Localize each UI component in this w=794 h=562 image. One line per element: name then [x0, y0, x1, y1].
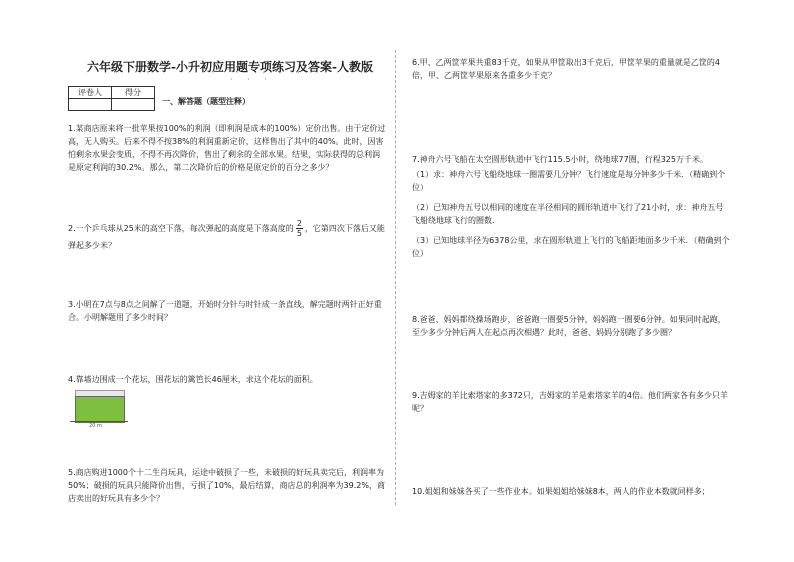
- question-5: 5.商店购进1000个十二生肖玩具，运途中破损了一些，未破损的好玩具卖完后，利润率为50%；破损的玩具只能降价出售，亏损了10%，最后结算，商店总的利润率为39.2%，商店卖出的好玩具有多少个？: [68, 468, 385, 503]
- question-9: 9.吉姆家的羊比索塔家的多372只，吉姆家的羊是索塔家羊的4倍。他们两家各有多少只羊呢？: [412, 391, 728, 413]
- score-header-score: 得分: [112, 87, 155, 99]
- flower-bed-figure: [75, 396, 125, 423]
- question-1: 1.某商店原来将一批苹果按100%的利润（即利润是成本的100%）定价出售。由于定价过高，无人购买。后来不得不按38%的利润重新定价，这样售出了其中的40%。此时，因害怕剩余水果会变质，不得不再次降价，售出了剩余的全部水果。结果，实际获得的总利润是原定利润的30.2%。那么，第二次降价后的价格是原定价的百分之多少？: [68, 124, 386, 172]
- question-3: 3.小明在7点与8点之间解了一道题，开始时分针与时针成一条直线，解完题时两针正好重合。小明解题用了多少时间？: [68, 300, 382, 322]
- score-cell-grader: [69, 99, 112, 111]
- question-10: 10.姐姐和妹妹各买了一些作业本。如果姐姐给妹妹8本，两人的作业本数就同样多；: [412, 487, 710, 496]
- score-cell-score: [112, 99, 155, 111]
- question-8: 8.爸爸、妈妈都绕操场跑步，爸爸跑一圈要5分钟，妈妈跑一圈要6分钟。如果同时起跑，至少多少分钟后两人在起点再次相遇？此时，爸爸、妈妈分别跑了多少圈？: [412, 315, 726, 337]
- title-decoration: · · ·: [230, 75, 273, 84]
- question-7-intro: 7.神舟六号飞船在太空圆形轨道中飞行115.5小时，绕地球77圈，行程325万千米。: [412, 155, 708, 164]
- question-2: [68, 219, 386, 253]
- figure-label: 20 m: [89, 423, 102, 429]
- score-table: [68, 86, 155, 111]
- question-7-part-2: （2）已知神舟五号以相同的速度在半径相同的圆形轨道中飞行了21小时，求：神舟五号飞船绕地球飞行的圈数．: [412, 203, 724, 225]
- fraction-denominator: 5: [296, 229, 302, 238]
- figure-baseline: [70, 421, 128, 422]
- fraction-two-fifths: [296, 219, 303, 238]
- page-title: 六年级下册数学-小升初应用题专项练习及答案-人教版: [87, 60, 373, 74]
- question-6: 6.甲、乙两筐苹果共重83千克，如果从甲筐取出3千克后，甲筐苹果的重量就是乙筐的4倍，甲、乙两筐苹果原来各重多少千克？: [412, 58, 720, 80]
- fraction-numerator: 2: [296, 219, 302, 228]
- question-7-part-3: （3）已知地球半径为6378公里，求在圆形轨道上飞行的飞船距地面多少千米．（精确到个位）: [412, 236, 730, 258]
- section-heading: 一、解答题（题型注释）: [162, 97, 250, 106]
- question-2-text-a: 2.一个乒乓球从25米的高空下落，每次弹起的高度是下落高度的: [68, 224, 294, 233]
- question-4: 4.靠墙边围成一个花坛，围花坛的篱笆长46厘米，求这个花坛的面积。: [68, 375, 318, 384]
- score-header-grader: 评卷人: [69, 87, 112, 99]
- question-7-part-1: （1）求：神舟六号飞船绕地球一圈需要几分钟？飞行速度是每分钟多少千米．（精确到个位）: [412, 170, 726, 192]
- column-divider: [395, 50, 396, 505]
- question-2-text-b: ，它第四次下落后又能弹起多少米？: [68, 224, 385, 250]
